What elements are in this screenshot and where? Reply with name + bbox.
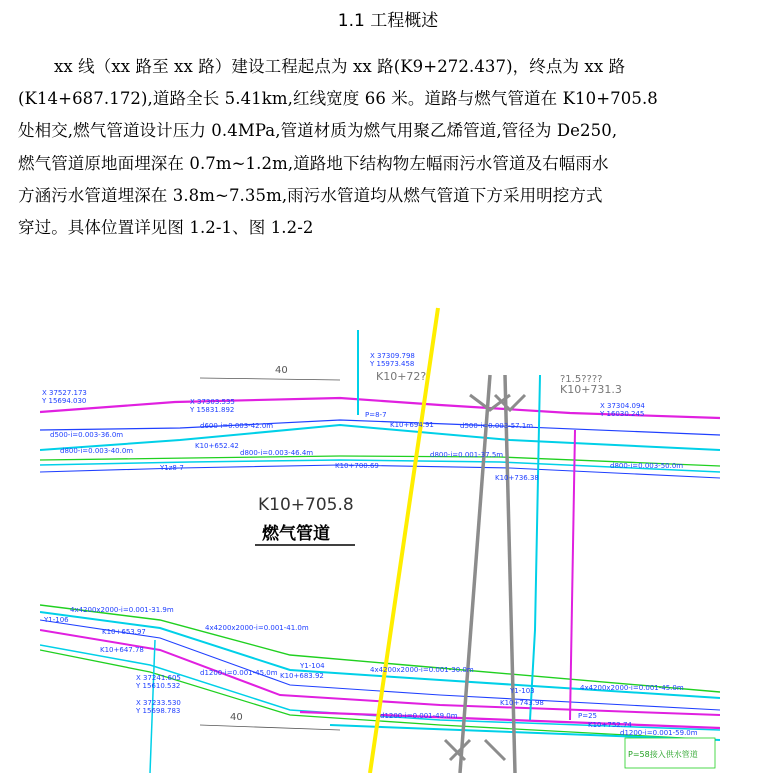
note-label: P=58接入供水管道 (628, 750, 698, 759)
coordinate-label: Y 15973.458 (370, 360, 415, 368)
coordinate-label: Y 15610.532 (136, 682, 181, 690)
coordinate-label: Y 16030.245 (600, 410, 645, 418)
node-label: P=25 (578, 712, 597, 720)
structure-line (445, 740, 505, 760)
coordinate-label: X 37241.605 (136, 674, 181, 682)
pipe-annotation: d1200-i=0.001-45.0m (200, 669, 278, 677)
node-label: P=8-7 (365, 411, 387, 419)
paragraph-line: xx 线（xx 路至 xx 路）建设工程起点为 xx 路(K9+272.437)，终点为 xx 路 (54, 57, 626, 76)
pipe-annotation: d800-i=0.001-37.5m (430, 451, 504, 459)
node-label: Y1z8-7 (160, 464, 184, 472)
coordinate-label: X 37309.798 (370, 352, 415, 360)
pipe-annotation: d600-i=0.003-42.0m (200, 422, 274, 430)
coordinate-label: X 37303.535 (190, 398, 235, 406)
coordinate-label: X 37527.173 (42, 389, 87, 397)
node-label: K10+652.42 (195, 442, 239, 450)
node-label: K10+752.74 (588, 721, 632, 729)
pipe-annotation: d500-i=0.003-36.0m (50, 431, 124, 439)
node-label: K10+647.78 (100, 646, 144, 654)
paragraph-line: (K14+687.172),道路全长 5.41km,红线宽度 66 米。道路与燃气管道在 K10+705.8 (18, 89, 658, 109)
node-label: K10+736.38 (495, 474, 539, 482)
cad-canvas (40, 300, 720, 773)
pipe-annotation: d1200-i=0.001-49.0m (380, 712, 458, 720)
node-label: Y1-104 (300, 662, 325, 670)
dimension-line (200, 378, 340, 380)
node-label: K10+653.97 (102, 628, 146, 636)
crossing-station-label: K10+705.8 (258, 495, 354, 515)
node-label: K10+743.98 (500, 699, 544, 707)
section-heading: 1.1 工程概述 (337, 11, 439, 31)
paragraph-line: 处相交,燃气管道设计压力 0.4MPa,管道材质为燃气用聚乙烯管道,管径为 De250, (18, 121, 618, 141)
dimension-line (200, 725, 340, 730)
dimension-label: 40 (230, 712, 243, 723)
pipe-annotation: d800-i=0.003-50.0m (610, 462, 684, 470)
pipe-annotation: 4x4200x2000-i=0.001-45.0m (580, 684, 684, 692)
node-label: K10+700.69 (335, 462, 379, 470)
coordinate-label: Y 15694.030 (42, 397, 87, 405)
paragraph-line: 方涵污水管道埋深在 3.8m~7.35m,雨污水管道均从燃气管道下方采用明挖方式 (18, 185, 603, 205)
cad-crossing-drawing (40, 300, 720, 773)
node-label: K10+683.92 (280, 672, 324, 680)
structure-line (505, 375, 515, 773)
station-label: K10+72? (376, 370, 427, 383)
station-label: ?1.5???? (560, 374, 603, 385)
pipe-annotation: 4x4200x2000-i=0.001-31.9m (70, 606, 174, 614)
pipe-annotation: 4x4200x2000-i=0.001-30.0m (370, 666, 474, 674)
pipe-annotation: d800-i=0.003-46.4m (240, 449, 314, 457)
crossing-name-label: 燃气管道 (262, 524, 330, 544)
structure-line (460, 375, 490, 773)
station-label: K10+731.3 (560, 383, 622, 396)
coordinate-label: X 37304.094 (600, 402, 645, 410)
paragraph-line: 燃气管道原地面埋深在 0.7m~1.2m,道路地下结构物左幅雨污水管道及右幅雨水 (18, 153, 609, 173)
overview-paragraph (18, 51, 760, 244)
coordinate-label: X 37233.530 (136, 699, 181, 707)
node-label: K10+694.91 (390, 421, 434, 429)
pipe-annotation: d500-i=0.003-57.1m (460, 422, 534, 430)
coordinate-label: Y 15831.892 (190, 406, 235, 414)
node-label: Y1-103 (510, 687, 535, 695)
pipe-line (40, 420, 720, 435)
coordinate-label: Y 15698.783 (136, 707, 181, 715)
pipe-annotation: d1200-i=0.001-59.0m (620, 729, 698, 737)
paragraph-line: 穿过。具体位置详见图 1.2-1、图 1.2-2 (18, 218, 314, 238)
pipe-annotation: d800-i=0.003-40.0m (60, 447, 134, 455)
pipe-line (570, 430, 575, 720)
dimension-label: 40 (275, 365, 288, 376)
pipe-annotation: 4x4200x2000-i=0.001-41.0m (205, 624, 309, 632)
node-label: Y1-106 (44, 616, 69, 624)
